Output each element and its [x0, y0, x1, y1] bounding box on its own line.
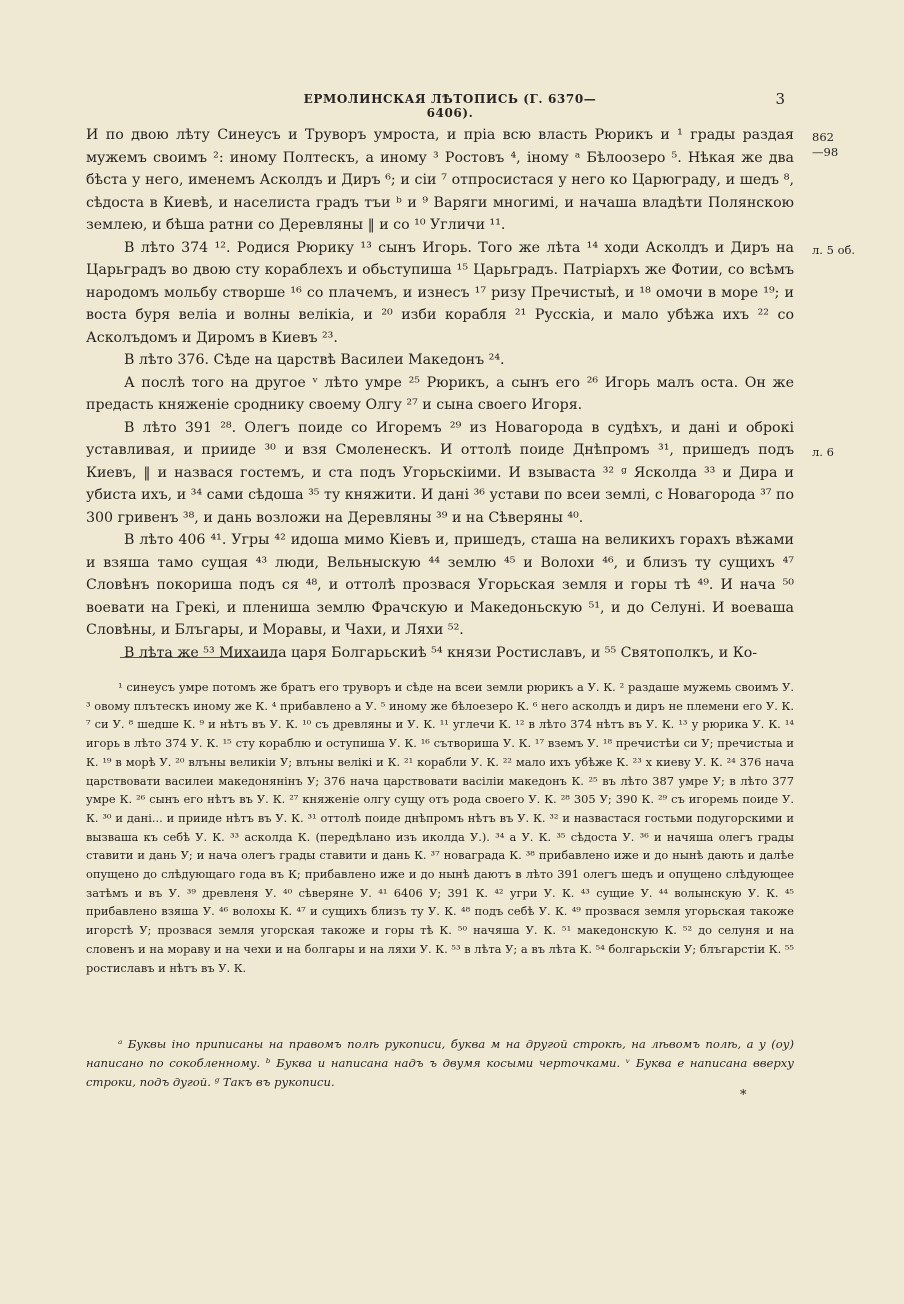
- end-mark: *: [740, 1088, 747, 1103]
- footnotes: ¹ синеусъ умре потомъ же братъ его труворъ и сѣде на всеи земли рюрикъ а У. К. ² раздаше мужемь своимъ У. ³ овому плътескъ иному же К. ⁴ прибавлено а У. ⁵ иному же бѣлоезеро К. ⁶ него асколдъ и диръ не племени его У. К. ⁷ си У. ⁸ шедше К. ⁹ и нѣтъ въ У. К. ¹⁰ съ древляны и У. К. ¹¹ углечи К. ¹² в лѣто 374 нѣтъ въ У. К. ¹³ у рюрика У. К. ¹⁴ игорь в лѣто 374 У. К. ¹⁵ сту кораблю и оступиша У. К. ¹⁶ сътвориша У. К. ¹⁷ вземъ У. ¹⁸ пречистѣи си У; пречистыа и К. ¹⁹ в морѣ У. ²⁰ влъны великіи У; влъны велікі и К. ²¹ корабли У. К. ²² мало ихъ убѣже К. ²³ х киеву У. К. ²⁴ 376 нача царствовати василеи македонянінъ У; 376 нача царствовати васіліи македонъ К. ²⁵ въ лѣто 387 умре У; в лѣто 377 умре К. ²⁶ сынъ его нѣтъ въ У. К. ²⁷ княженіе олгу сущу отъ рода своего У. К. ²⁸ 305 У; 390 К. ²⁹ съ игоремь поиде У. К. ³⁰ и дані... и прииде нѣтъ въ У. К. ³¹ оттолѣ поиде днѣпромъ нѣтъ въ У. К. ³² и назвастася гостьми подугорскими и вызваша къ себѣ У. К. ³³ асколда К. (передѣлано изъ иколда У.). ³⁴ а У. К. ³⁵ сѣдоста У. ³⁶ и начяша олегъ грады ставити и дань У; и нача олегъ грады ставити и дань К. ³⁷ новаграда К. ³⁸ прибавлено иже и до нынѣ дають и далѣе опущено до слѣдующаго года въ К; прибавлено иже и до нынѣ даютъ в лѣто 391 олегъ шедъ и опущено слѣдующее затѣмъ и въ У. ³⁹ древленя У. ⁴⁰ сѣвеpяне У. ⁴¹ 6406 У; 391 К. ⁴² угри У. К. ⁴³ сущие У. ⁴⁴ волынскую У. К. ⁴⁵ прибавлено взяша У. ⁴⁶ волохы К. ⁴⁷ и сущихъ близъ ту У. К. ⁴⁸ подъ себѣ У. К. ⁴⁹ прозвася земля угорьская такоже игорстѣ У; прозвася земля угорская такоже и горы тѣ К. ⁵⁰ начяша У. К. ⁵¹ македонскую К. ⁵² до селуня и на словенъ и на мораву и на чехи и на болгары и на ляхи У. К. ⁵³ в лѣта У; а въ лѣта К. ⁵⁴ болгарьскiи У; блъгарстіи К. ⁵⁵ ростиславъ и нѣтъ въ У. К.: [86, 680, 794, 975]
- main-text: [86, 124, 794, 664]
- margin-folio-5: л. 5 об.: [812, 243, 856, 257]
- margin-year-bottom: —98: [812, 145, 839, 159]
- margin-folio-6: л. 6: [812, 445, 834, 459]
- paragraph-7: В лѣта же ⁵³ Михаила царя Болгарьскиѣ ⁵⁴ князи Ростиславъ, и ⁵⁵ Святополкъ, и Ко-: [124, 644, 758, 661]
- margin-year-top: 862: [812, 130, 834, 144]
- page-number: 3: [775, 90, 785, 108]
- footnote-divider: [120, 657, 278, 658]
- paragraph-4: А послѣ того на другоe ᵛ лѣто умре ²⁵ Рюрикъ, а сынъ его ²⁶ Игорь малъ оста. Он же предасть княженіе сроднику своему Олгу ²⁷ и сына своего Игоря.: [86, 374, 794, 413]
- running-head: ЕРМОЛИНСКАЯ ЛѢТОПИСЬ (Г. 6370—6406).: [303, 92, 597, 120]
- paragraph-1: И по двою лѣту Синеусъ и Труворъ умроста, и пріа всю власть Рюрикъ и ¹ грады раздая мужемъ своимъ ²: иному Полтескъ, а иному ³ Ростовъ ⁴, іному ᵃ Бѣлоозеро ⁵. Нѣкая же два бѣста у него, именемъ Асколдъ и Диръ ⁶; и сіи ⁷ отпросистася у него ко Царюграду, и шедъ ⁸, сѣдоста в Киевѣ, и населиста градъ тъи ᵇ и ⁹ Варяги многимі, и начаша владѣти Полянскою землею, и бѣша ратни со Деревляны ‖ и со ¹⁰ Угличи ¹¹.: [86, 127, 794, 233]
- paragraph-2: В лѣто 374 ¹². Родися Рюрику ¹³ сынъ Игорь. Того же лѣта ¹⁴ ходи Асколдъ и Диръ на Царьградъ во двою сту кораблехъ и обьступиша ¹⁵ Царьградъ. Патріархъ же Фотии, со всѣмъ народомъ мольбу створше ¹⁶ со плачемъ, и изнесъ ¹⁷ ризу Пречистыѣ, и ¹⁸ омочи в море ¹⁹; и воста буря веліа и волны велікіа, и ²⁰ изби корабля ²¹ Русскіа, и мало убѣжа ихъ ²² со Асколъдомъ и Диромъ в Киевъ ²³.: [86, 239, 794, 346]
- paragraph-5: В лѣто 391 ²⁸. Олегъ поиде со Игоремъ ²⁹ из Новагорода в судѣхъ, и дані и оброкі уставливая, и прииде ³⁰ и взя Смоленескъ. И оттолѣ поиде Днѣпромъ ³¹, пришедъ подъ Киевъ, ‖ и назвася гостемъ, и ста подъ Угорьскiими. И взываста ³² ᵍ Яcколда ³³ и Дира и убиста ихъ, и ³⁴ сами сѣдоша ³⁵ ту княжити. И дані ³⁶ устави по всеи землі, с Новагорода ³⁷ по 300 гривенъ ³⁸, и дань возложи на Деревляны ³⁹ и на Сѣверяны ⁴⁰.: [86, 419, 794, 526]
- paragraph-6: В лѣто 406 ⁴¹. Угры ⁴² идоша мимо Кіевъ и, пришедъ, сташа на великихъ горахъ вѣжами и взяша тамо сущая ⁴³ люди, Вельныскую ⁴⁴ землю ⁴⁵ и Волохи ⁴⁶, и близъ ту сущихъ ⁴⁷ Словѣнъ покориша подъ ся ⁴⁸, и оттолѣ прозвася Угорьская земля и горы тѣ ⁴⁹. И нача ⁵⁰ воевати на Грекі, и плениша землю Фрачскую и Македоньскую ⁵¹, и до Селуні. И воеваша Словѣны, и Блъгары, и Моравы, и Чахи, и Ляхи ⁵².: [86, 532, 794, 638]
- apparatus-notes: ᵃ Буквы іно приписаны на правомъ полѣ рукописи, буква м на другой строкѣ, на лѣвомъ полѣ, а у (оу) написано по сокобленному. ᵇ Буква и написана надъ ъ двумя косыми черточками. ᵛ Буква е написана вверху строки, подъ дугой. ᵍ Такъ въ рукописи.: [86, 1037, 794, 1089]
- paragraph-3: В лѣто 376. Сѣде на царствѣ Василеи Македонъ ²⁴.: [124, 352, 505, 368]
